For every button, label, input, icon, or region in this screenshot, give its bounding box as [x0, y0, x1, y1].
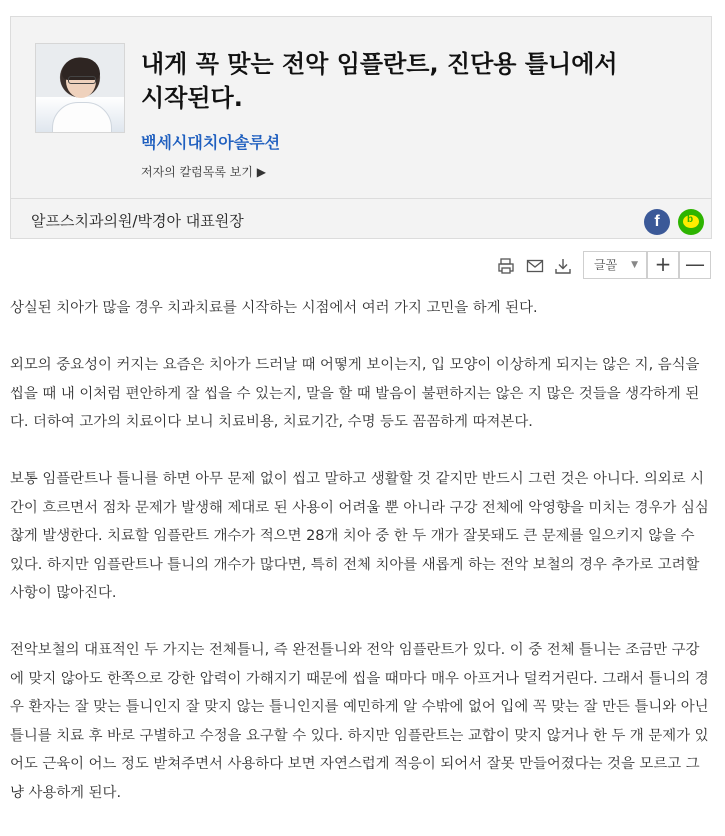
author-column-list-link[interactable]: 저자의 칼럼목록 보기 ▶	[141, 165, 267, 179]
kakao-letter: b	[687, 214, 694, 225]
series-name[interactable]: 백세시대치아솔루션	[141, 133, 281, 152]
font-select-label: 글꼴	[594, 258, 618, 272]
kakao-share-icon[interactable]	[678, 209, 704, 235]
avatar-glasses	[68, 76, 96, 84]
article-paragraph: 상실된 치아가 많을 경우 치과치료를 시작하는 시점에서 여러 가지 고민을 하게 된다.	[10, 300, 538, 316]
zoom-in-button[interactable]: +	[647, 251, 679, 279]
zoom-out-button[interactable]: —	[679, 251, 711, 279]
print-icon[interactable]	[497, 257, 515, 275]
article-title-line2: 시작된다.	[141, 84, 243, 112]
download-icon[interactable]	[554, 257, 572, 275]
article-paragraph: 전악보철의 대표적인 두 가지는 전체틀니, 즉 완전틀니와 전악 임플란트가 있다. 이 중 전체 틀니는 조금만 구강에 맞지 않아도 한쪽으로 강한 압력이 가해지기 때문에 씹을 때마다 매우 아프거나 덜컥거린다. 그래서 틀니의 경우 환자는 잘 맞는 틀니인지 잘 맞지 않는 틀니인지를 예민하게 알 수밖에 없어 입에 꼭 맞는 잘 만든 틀니와 아닌 틀니를 치료 후 바로 구별하고 수정을 요구할 수 있다. 하지만 임플란트는 교합이 맞지 않거나 한 두 개 문제가 있어도 근육이 어느 정도 받쳐주면서 사용하다 보면 자연스럽게 적응이 되어서 잘못 만들어졌다는 것을 모르고 그냥 사용하게 된다.	[10, 642, 709, 801]
facebook-share-icon[interactable]: f	[644, 209, 670, 235]
header-divider	[11, 198, 711, 199]
avatar-coat	[52, 102, 112, 133]
author-header	[10, 16, 712, 239]
article-title-line1: 내게 꼭 맞는 전악 임플란트, 진단용 틀니에서	[141, 50, 618, 78]
email-icon[interactable]	[526, 257, 544, 275]
article-title	[141, 47, 661, 115]
chevron-down-icon: ▼	[631, 260, 638, 270]
font-select[interactable]	[583, 251, 647, 279]
author-avatar	[35, 43, 125, 133]
article-paragraph: 외모의 중요성이 커지는 요즘은 치아가 드러날 때 어떻게 보이는지, 입 모양이 이상하게 되지는 않은 지, 음식을 씹을 때 내 이처럼 편안하게 잘 씹을 수 있는지, 말을 할 때 발음이 불편하지는 않은 지 많은 것들을 생각하게 된다. 더하여 고가의 치료이다 보니 치료비용, 치료기간, 수명 등도 꼼꼼하게 따져본다.	[10, 357, 700, 430]
author-byline: 알프스치과의원/박경아 대표원장	[31, 212, 244, 230]
article-body	[10, 294, 710, 836]
article-paragraph: 보통 임플란트나 틀니를 하면 아무 문제 없이 씹고 말하고 생활할 것 같지만 반드시 그런 것은 아니다. 의외로 시간이 흐르면서 점차 문제가 발생해 제대로 된 사용이 어려울 뿐 아니라 구강 전체에 악영향을 미치는 경우가 심심찮게 발생한다. 치료할 임플란트 개수가 적으면 28개 치아 중 한 두 개가 잘못돼도 큰 문제를 일으키지 않을 수 있다. 하지만 임플란트나 틀니의 개수가 많다면, 특히 전체 치아를 새롭게 하는 전악 보철의 경우 추가로 고려할 사항이 많아진다.	[10, 471, 709, 601]
